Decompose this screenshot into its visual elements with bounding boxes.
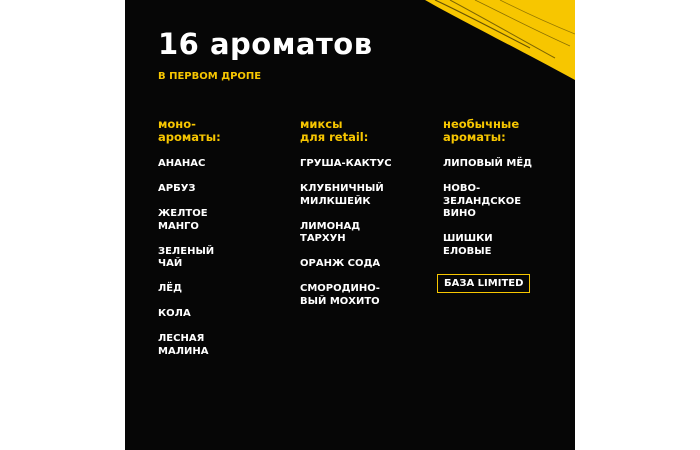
aroma-item: ГРУША-КАКТУС [300,158,392,169]
yellow-brush-stroke [365,0,575,80]
column-heading: миксы для retail: [300,117,369,144]
aroma-item: ШИШКИ ЕЛОВЫЕ [443,233,493,257]
aroma-item: ЖЕЛТОЕ МАНГО [158,208,208,232]
aroma-item: НОВО- ЗЕЛАНДСКОЕ ВИНО [443,183,522,219]
aroma-item: ЛИМОНАД ТАРХУН [300,220,361,244]
aroma-item: КОЛА [158,308,191,319]
column-retail-mixes [300,118,420,321]
aroma-item: КЛУБНИЧНЫЙ МИЛКШЕЙК [300,183,384,207]
aroma-item: АНАНАС [158,158,206,169]
column-heading: моно- ароматы: [158,117,221,144]
column-mono-aromas [158,118,278,371]
limited-badge: БАЗА LIMITED [437,274,530,294]
aroma-item: ОРАНЖ СОДА [300,258,381,269]
page-title: 16 ароматов [158,27,373,61]
column-heading: необычные ароматы: [443,117,520,144]
poster [125,0,575,450]
column-unusual-aromas [443,118,568,306]
aroma-item: ЗЕЛЕНЫЙ ЧАЙ [158,245,215,269]
aroma-item: АРБУЗ [158,183,196,194]
aroma-item: ЛИПОВЫЙ МЁД [443,158,533,169]
aroma-item: ЛЁД [158,283,183,294]
page-subtitle: В ПЕРВОМ ДРОПЕ [158,71,262,82]
aroma-item: СМОРОДИНО- ВЫЙ МОХИТО [300,283,380,307]
aroma-item: ЛЕСНАЯ МАЛИНА [158,333,209,357]
